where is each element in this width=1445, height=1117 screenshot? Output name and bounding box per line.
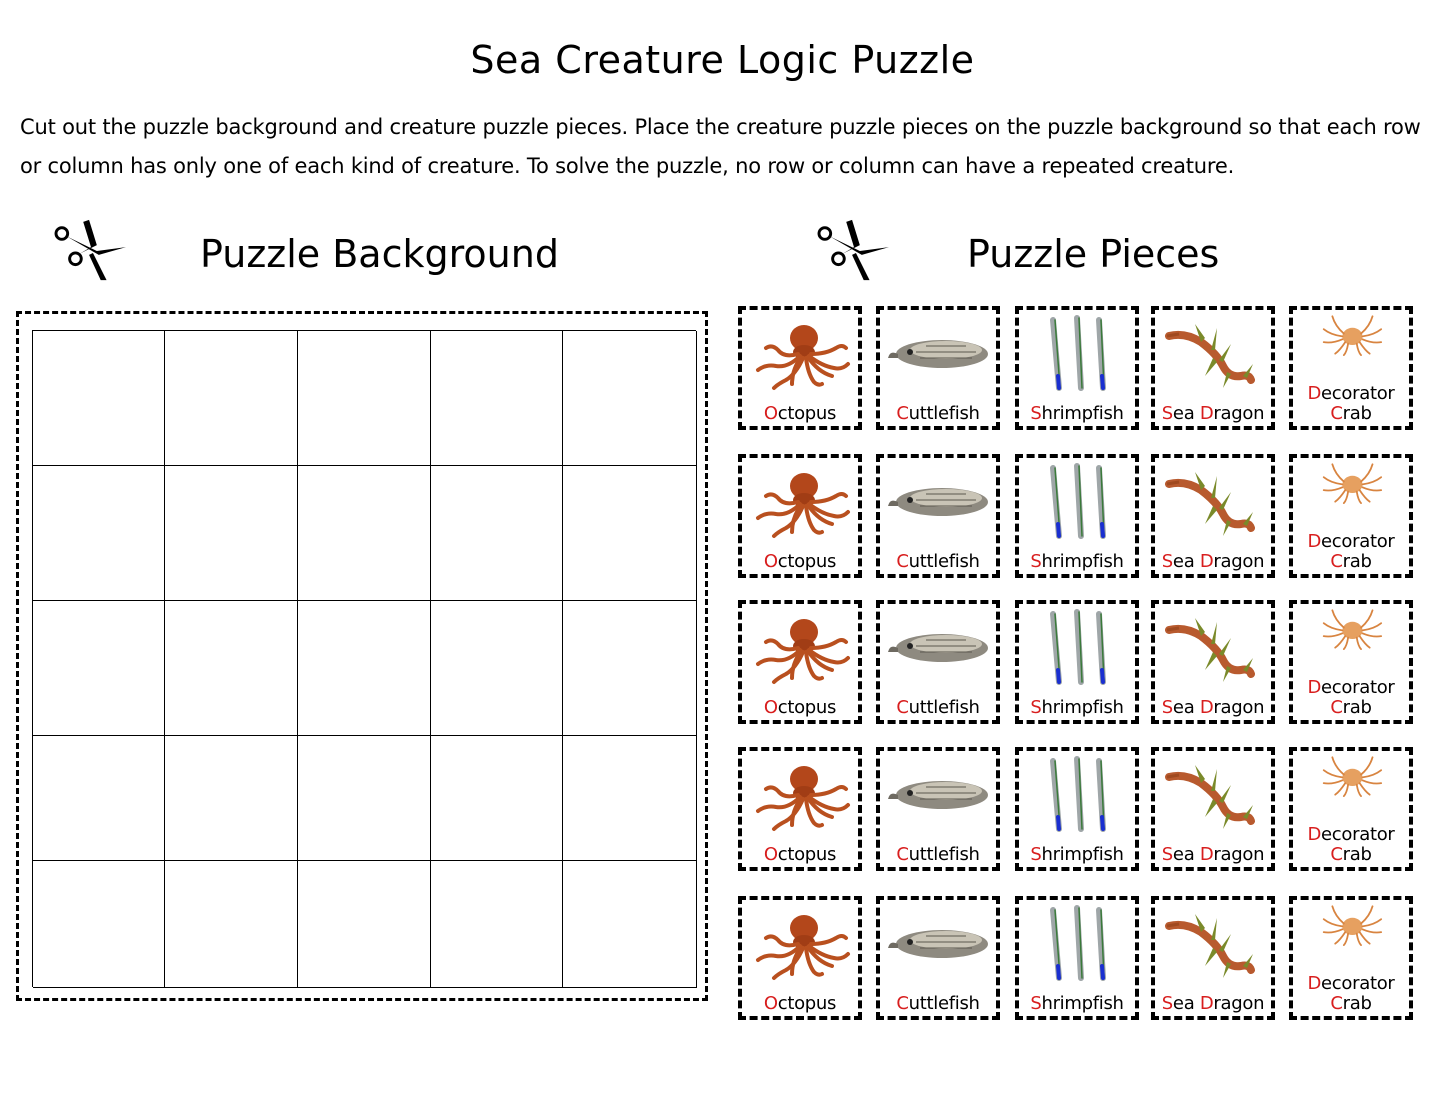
grid-cell[interactable] [165, 331, 298, 466]
piece-octopus[interactable] [738, 747, 862, 871]
grid-cell[interactable] [563, 736, 697, 861]
piece-label: Decorator Crab [1307, 973, 1395, 1014]
grid-cell[interactable] [33, 331, 165, 466]
pieces-heading-label: Puzzle Pieces [967, 232, 1220, 276]
piece-shrimpfish[interactable] [1015, 600, 1139, 724]
sea-dragon-icon [1161, 608, 1265, 686]
crab-icon [1299, 460, 1403, 516]
piece-decorator-crab[interactable] [1289, 454, 1413, 578]
piece-label: Octopus [763, 993, 837, 1014]
puzzle-pieces [738, 306, 1418, 1026]
sea-dragon-icon [1161, 904, 1265, 982]
grid-cell[interactable] [298, 601, 431, 736]
background-heading [52, 228, 572, 288]
piece-cuttlefish[interactable] [876, 306, 1000, 430]
piece-label: Octopus [763, 403, 837, 424]
piece-label: Octopus [763, 697, 837, 718]
grid-cell[interactable] [165, 601, 298, 736]
piece-label: Decorator Crab [1307, 824, 1395, 865]
pieces-heading [815, 228, 1235, 288]
crab-icon [1299, 753, 1403, 809]
grid-cell[interactable] [431, 331, 563, 466]
cuttlefish-icon [886, 314, 990, 392]
piece-cuttlefish[interactable] [876, 454, 1000, 578]
cuttlefish-icon [886, 462, 990, 540]
piece-label: Cuttlefish [896, 697, 980, 718]
grid-cell[interactable] [298, 466, 431, 601]
piece-label: Sea Dragon [1161, 403, 1265, 424]
grid-cell[interactable] [165, 736, 298, 861]
grid-cell[interactable] [431, 466, 563, 601]
octopus-icon [748, 755, 852, 833]
piece-label: Cuttlefish [896, 551, 980, 572]
cuttlefish-icon [886, 904, 990, 982]
piece-label: Octopus [763, 844, 837, 865]
piece-decorator-crab[interactable] [1289, 306, 1413, 430]
shrimpfish-icon [1025, 314, 1129, 392]
piece-octopus[interactable] [738, 600, 862, 724]
puzzle-background-grid [32, 330, 696, 987]
piece-cuttlefish[interactable] [876, 896, 1000, 1020]
shrimpfish-icon [1025, 904, 1129, 982]
piece-octopus[interactable] [738, 306, 862, 430]
sea-dragon-icon [1161, 462, 1265, 540]
piece-label: Sea Dragon [1161, 844, 1265, 865]
piece-label: Octopus [763, 551, 837, 572]
grid-cell[interactable] [33, 466, 165, 601]
piece-octopus[interactable] [738, 454, 862, 578]
grid-cell[interactable] [431, 736, 563, 861]
grid-cell[interactable] [165, 861, 298, 988]
shrimpfish-icon [1025, 608, 1129, 686]
shrimpfish-icon [1025, 755, 1129, 833]
piece-label: Cuttlefish [896, 993, 980, 1014]
piece-label: Shrimpfish [1030, 403, 1124, 424]
piece-label: Cuttlefish [896, 403, 980, 424]
grid-cell[interactable] [33, 861, 165, 988]
page-title: Sea Creature Logic Puzzle [470, 38, 975, 82]
grid-cell[interactable] [298, 331, 431, 466]
grid-cell[interactable] [563, 601, 697, 736]
piece-label: Shrimpfish [1030, 844, 1124, 865]
grid-cell[interactable] [431, 861, 563, 988]
piece-shrimpfish[interactable] [1015, 306, 1139, 430]
grid-cell[interactable] [298, 736, 431, 861]
octopus-icon [748, 608, 852, 686]
scissors-icon [52, 216, 130, 286]
cuttlefish-icon [886, 755, 990, 833]
grid-cell[interactable] [563, 861, 697, 988]
crab-icon [1299, 606, 1403, 662]
piece-sea-dragon[interactable] [1151, 306, 1275, 430]
piece-sea-dragon[interactable] [1151, 454, 1275, 578]
piece-decorator-crab[interactable] [1289, 747, 1413, 871]
grid-cell[interactable] [165, 466, 298, 601]
cuttlefish-icon [886, 608, 990, 686]
piece-sea-dragon[interactable] [1151, 747, 1275, 871]
piece-label: Shrimpfish [1030, 993, 1124, 1014]
piece-label: Sea Dragon [1161, 697, 1265, 718]
piece-sea-dragon[interactable] [1151, 896, 1275, 1020]
octopus-icon [748, 462, 852, 540]
piece-label: Sea Dragon [1161, 993, 1265, 1014]
piece-octopus[interactable] [738, 896, 862, 1020]
piece-decorator-crab[interactable] [1289, 600, 1413, 724]
piece-cuttlefish[interactable] [876, 600, 1000, 724]
piece-label: Shrimpfish [1030, 697, 1124, 718]
octopus-icon [748, 904, 852, 982]
sea-dragon-icon [1161, 314, 1265, 392]
piece-label: Cuttlefish [896, 844, 980, 865]
piece-decorator-crab[interactable] [1289, 896, 1413, 1020]
crab-icon [1299, 312, 1403, 368]
grid-cell[interactable] [431, 601, 563, 736]
grid-cell[interactable] [33, 736, 165, 861]
sea-dragon-icon [1161, 755, 1265, 833]
piece-shrimpfish[interactable] [1015, 747, 1139, 871]
octopus-icon [748, 314, 852, 392]
piece-sea-dragon[interactable] [1151, 600, 1275, 724]
grid-cell[interactable] [563, 466, 697, 601]
piece-cuttlefish[interactable] [876, 747, 1000, 871]
piece-shrimpfish[interactable] [1015, 896, 1139, 1020]
scissors-icon [815, 216, 893, 286]
piece-label: Shrimpfish [1030, 551, 1124, 572]
background-heading-label: Puzzle Background [200, 232, 559, 276]
piece-label: Sea Dragon [1161, 551, 1265, 572]
instructions: Cut out the puzzle background and creature puzzle pieces. Place the creature puzzle pieces on the puzzle background so that each row or column has only one of each kind of creature. To solve the puzzle, no row or column can have a repeated creature. [20, 115, 1421, 178]
piece-label: Decorator Crab [1307, 383, 1395, 424]
shrimpfish-icon [1025, 462, 1129, 540]
crab-icon [1299, 902, 1403, 958]
piece-label: Decorator Crab [1307, 677, 1395, 718]
grid-cell[interactable] [563, 331, 697, 466]
grid-cell[interactable] [298, 861, 431, 988]
piece-shrimpfish[interactable] [1015, 454, 1139, 578]
grid-cell[interactable] [33, 601, 165, 736]
piece-label: Decorator Crab [1307, 531, 1395, 572]
